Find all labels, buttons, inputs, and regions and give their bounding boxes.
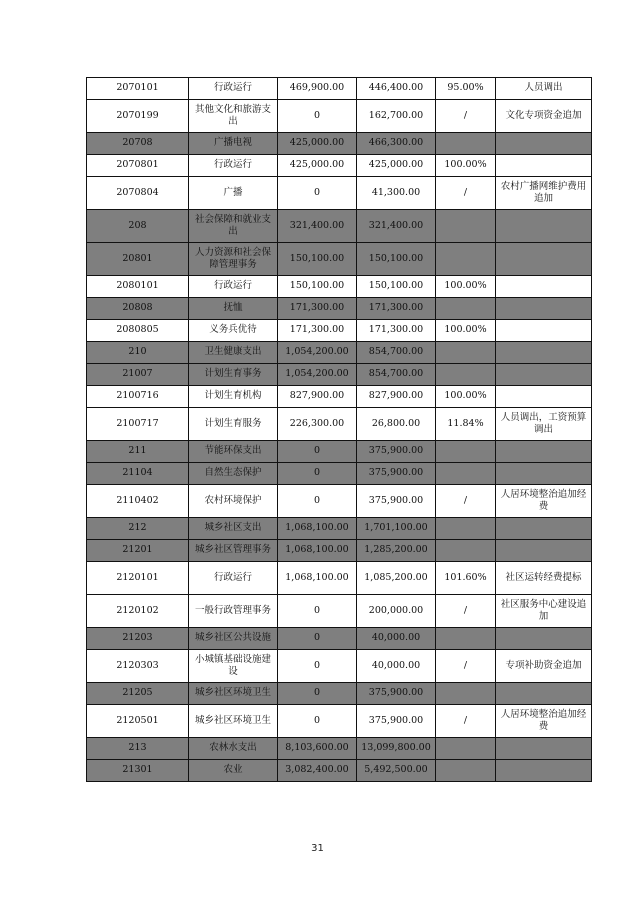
actual-amount-cell: 321,400.00 <box>357 210 436 243</box>
table-row <box>87 562 592 595</box>
account-code-cell: 2110402 <box>87 485 189 518</box>
account-name-cell: 行政运行 <box>189 562 278 595</box>
completion-ratio-cell: 101.60% <box>436 562 496 595</box>
account-name-cell: 行政运行 <box>189 155 278 177</box>
table-row <box>87 738 592 760</box>
completion-ratio-cell: / <box>436 100 496 133</box>
completion-ratio-cell: / <box>436 650 496 683</box>
account-name-cell: 城乡社区公共设施 <box>189 628 278 650</box>
budget-amount-cell: 226,300.00 <box>278 408 357 441</box>
account-name-cell: 抚恤 <box>189 298 278 320</box>
budget-amount-cell: 0 <box>278 683 357 705</box>
table-row <box>87 595 592 628</box>
account-name-cell: 广播 <box>189 177 278 210</box>
actual-amount-cell: 425,000.00 <box>357 155 436 177</box>
account-code-cell: 21205 <box>87 683 189 705</box>
table-row <box>87 441 592 463</box>
budget-amount-cell: 1,068,100.00 <box>278 540 357 562</box>
remark-cell: 农村广播网维护费用追加 <box>496 177 592 210</box>
completion-ratio-cell: / <box>436 177 496 210</box>
completion-ratio-cell: 100.00% <box>436 155 496 177</box>
account-code-cell: 21203 <box>87 628 189 650</box>
account-code-cell: 2070804 <box>87 177 189 210</box>
account-name-cell: 节能环保支出 <box>189 441 278 463</box>
account-name-cell: 计划生育服务 <box>189 408 278 441</box>
actual-amount-cell: 40,000.00 <box>357 628 436 650</box>
remark-cell <box>496 320 592 342</box>
budget-amount-cell: 1,068,100.00 <box>278 518 357 540</box>
completion-ratio-cell <box>436 210 496 243</box>
account-code-cell: 2100716 <box>87 386 189 408</box>
table-row <box>87 628 592 650</box>
account-code-cell: 21007 <box>87 364 189 386</box>
account-code-cell: 21301 <box>87 760 189 782</box>
account-code-cell: 2080805 <box>87 320 189 342</box>
actual-amount-cell: 40,000.00 <box>357 650 436 683</box>
budget-amount-cell: 150,100.00 <box>278 276 357 298</box>
account-code-cell: 211 <box>87 441 189 463</box>
completion-ratio-cell: / <box>436 595 496 628</box>
remark-cell <box>496 243 592 276</box>
remark-cell <box>496 155 592 177</box>
table-row <box>87 760 592 782</box>
table-row <box>87 518 592 540</box>
table-row <box>87 320 592 342</box>
table-row <box>87 540 592 562</box>
budget-amount-cell: 8,103,600.00 <box>278 738 357 760</box>
actual-amount-cell: 41,300.00 <box>357 177 436 210</box>
completion-ratio-cell <box>436 364 496 386</box>
actual-amount-cell: 827,900.00 <box>357 386 436 408</box>
completion-ratio-cell: 100.00% <box>436 386 496 408</box>
completion-ratio-cell <box>436 738 496 760</box>
account-code-cell: 2120101 <box>87 562 189 595</box>
completion-ratio-cell: 95.00% <box>436 78 496 100</box>
remark-cell <box>496 463 592 485</box>
account-name-cell: 计划生育事务 <box>189 364 278 386</box>
remark-cell <box>496 683 592 705</box>
account-code-cell: 2070199 <box>87 100 189 133</box>
completion-ratio-cell: 100.00% <box>436 276 496 298</box>
budget-amount-cell: 150,100.00 <box>278 243 357 276</box>
account-code-cell: 208 <box>87 210 189 243</box>
account-code-cell: 213 <box>87 738 189 760</box>
actual-amount-cell: 200,000.00 <box>357 595 436 628</box>
actual-amount-cell: 375,900.00 <box>357 485 436 518</box>
account-code-cell: 2100717 <box>87 408 189 441</box>
account-code-cell: 2120102 <box>87 595 189 628</box>
table-row <box>87 364 592 386</box>
remark-cell: 人员调出 <box>496 78 592 100</box>
account-name-cell: 人力资源和社会保障管理事务 <box>189 243 278 276</box>
actual-amount-cell: 1,285,200.00 <box>357 540 436 562</box>
account-code-cell: 2080101 <box>87 276 189 298</box>
account-name-cell: 社会保障和就业支出 <box>189 210 278 243</box>
budget-amount-cell: 425,000.00 <box>278 133 357 155</box>
budget-table-body <box>87 78 592 782</box>
table-row <box>87 683 592 705</box>
completion-ratio-cell <box>436 628 496 650</box>
completion-ratio-cell: / <box>436 705 496 738</box>
account-code-cell: 210 <box>87 342 189 364</box>
account-name-cell: 义务兵优待 <box>189 320 278 342</box>
remark-cell <box>496 540 592 562</box>
table-row <box>87 705 592 738</box>
actual-amount-cell: 162,700.00 <box>357 100 436 133</box>
table-row <box>87 386 592 408</box>
actual-amount-cell: 466,300.00 <box>357 133 436 155</box>
completion-ratio-cell: 100.00% <box>436 320 496 342</box>
account-code-cell: 21201 <box>87 540 189 562</box>
budget-amount-cell: 0 <box>278 628 357 650</box>
remark-cell <box>496 628 592 650</box>
account-name-cell: 广播电视 <box>189 133 278 155</box>
table-row <box>87 342 592 364</box>
table-row <box>87 650 592 683</box>
remark-cell <box>496 342 592 364</box>
budget-amount-cell: 0 <box>278 177 357 210</box>
completion-ratio-cell <box>436 133 496 155</box>
budget-amount-cell: 469,900.00 <box>278 78 357 100</box>
budget-amount-cell: 0 <box>278 485 357 518</box>
actual-amount-cell: 375,900.00 <box>357 683 436 705</box>
table-row <box>87 78 592 100</box>
account-name-cell: 自然生态保护 <box>189 463 278 485</box>
account-name-cell: 小城镇基础设施建设 <box>189 650 278 683</box>
completion-ratio-cell <box>436 342 496 364</box>
remark-cell: 社区运转经费提标 <box>496 562 592 595</box>
actual-amount-cell: 854,700.00 <box>357 364 436 386</box>
actual-amount-cell: 854,700.00 <box>357 342 436 364</box>
actual-amount-cell: 171,300.00 <box>357 298 436 320</box>
remark-cell <box>496 276 592 298</box>
account-name-cell: 卫生健康支出 <box>189 342 278 364</box>
account-name-cell: 城乡社区支出 <box>189 518 278 540</box>
remark-cell <box>496 133 592 155</box>
table-row <box>87 463 592 485</box>
completion-ratio-cell <box>436 683 496 705</box>
completion-ratio-cell <box>436 463 496 485</box>
table-row <box>87 155 592 177</box>
account-code-cell: 21104 <box>87 463 189 485</box>
budget-amount-cell: 827,900.00 <box>278 386 357 408</box>
account-code-cell: 2120501 <box>87 705 189 738</box>
account-name-cell: 行政运行 <box>189 78 278 100</box>
account-name-cell: 城乡社区管理事务 <box>189 540 278 562</box>
budget-amount-cell: 321,400.00 <box>278 210 357 243</box>
account-name-cell: 行政运行 <box>189 276 278 298</box>
table-row <box>87 485 592 518</box>
account-code-cell: 2120303 <box>87 650 189 683</box>
account-code-cell: 20708 <box>87 133 189 155</box>
budget-amount-cell: 1,054,200.00 <box>278 364 357 386</box>
actual-amount-cell: 150,100.00 <box>357 276 436 298</box>
budget-amount-cell: 171,300.00 <box>278 320 357 342</box>
budget-amount-cell: 0 <box>278 650 357 683</box>
actual-amount-cell: 26,800.00 <box>357 408 436 441</box>
remark-cell: 社区服务中心建设追加 <box>496 595 592 628</box>
budget-table <box>86 77 592 782</box>
budget-amount-cell: 0 <box>278 595 357 628</box>
actual-amount-cell: 375,900.00 <box>357 705 436 738</box>
table-row <box>87 408 592 441</box>
remark-cell <box>496 298 592 320</box>
completion-ratio-cell <box>436 760 496 782</box>
completion-ratio-cell: 11.84% <box>436 408 496 441</box>
actual-amount-cell: 375,900.00 <box>357 441 436 463</box>
actual-amount-cell: 1,085,200.00 <box>357 562 436 595</box>
remark-cell: 人居环境整治追加经费 <box>496 705 592 738</box>
remark-cell <box>496 386 592 408</box>
budget-amount-cell: 1,054,200.00 <box>278 342 357 364</box>
budget-amount-cell: 0 <box>278 100 357 133</box>
table-row <box>87 243 592 276</box>
completion-ratio-cell <box>436 540 496 562</box>
account-code-cell: 2070101 <box>87 78 189 100</box>
budget-amount-cell: 1,068,100.00 <box>278 562 357 595</box>
actual-amount-cell: 446,400.00 <box>357 78 436 100</box>
budget-amount-cell: 425,000.00 <box>278 155 357 177</box>
budget-amount-cell: 171,300.00 <box>278 298 357 320</box>
account-name-cell: 农业 <box>189 760 278 782</box>
table-row <box>87 100 592 133</box>
remark-cell <box>496 364 592 386</box>
actual-amount-cell: 13,099,800.00 <box>357 738 436 760</box>
actual-amount-cell: 1,701,100.00 <box>357 518 436 540</box>
remark-cell <box>496 518 592 540</box>
remark-cell: 专项补助资金追加 <box>496 650 592 683</box>
page-number: 31 <box>311 843 324 854</box>
table-row <box>87 276 592 298</box>
budget-amount-cell: 0 <box>278 441 357 463</box>
account-name-cell: 其他文化和旅游支出 <box>189 100 278 133</box>
actual-amount-cell: 375,900.00 <box>357 463 436 485</box>
table-row <box>87 133 592 155</box>
table-row <box>87 298 592 320</box>
account-name-cell: 计划生育机构 <box>189 386 278 408</box>
account-code-cell: 212 <box>87 518 189 540</box>
account-name-cell: 城乡社区环境卫生 <box>189 705 278 738</box>
remark-cell: 人居环境整治追加经费 <box>496 485 592 518</box>
completion-ratio-cell <box>436 518 496 540</box>
remark-cell <box>496 760 592 782</box>
completion-ratio-cell <box>436 441 496 463</box>
budget-amount-cell: 3,082,400.00 <box>278 760 357 782</box>
remark-cell <box>496 210 592 243</box>
actual-amount-cell: 150,100.00 <box>357 243 436 276</box>
account-name-cell: 一般行政管理事务 <box>189 595 278 628</box>
actual-amount-cell: 171,300.00 <box>357 320 436 342</box>
remark-cell <box>496 738 592 760</box>
completion-ratio-cell <box>436 243 496 276</box>
account-name-cell: 农林水支出 <box>189 738 278 760</box>
budget-amount-cell: 0 <box>278 705 357 738</box>
remark-cell: 人员调出，工资预算调出 <box>496 408 592 441</box>
account-name-cell: 城乡社区环境卫生 <box>189 683 278 705</box>
completion-ratio-cell: / <box>436 485 496 518</box>
table-row <box>87 177 592 210</box>
remark-cell: 文化专项资金追加 <box>496 100 592 133</box>
account-code-cell: 2070801 <box>87 155 189 177</box>
completion-ratio-cell <box>436 298 496 320</box>
table-row <box>87 210 592 243</box>
account-name-cell: 农村环境保护 <box>189 485 278 518</box>
account-code-cell: 20808 <box>87 298 189 320</box>
remark-cell <box>496 441 592 463</box>
account-code-cell: 20801 <box>87 243 189 276</box>
budget-amount-cell: 0 <box>278 463 357 485</box>
actual-amount-cell: 5,492,500.00 <box>357 760 436 782</box>
